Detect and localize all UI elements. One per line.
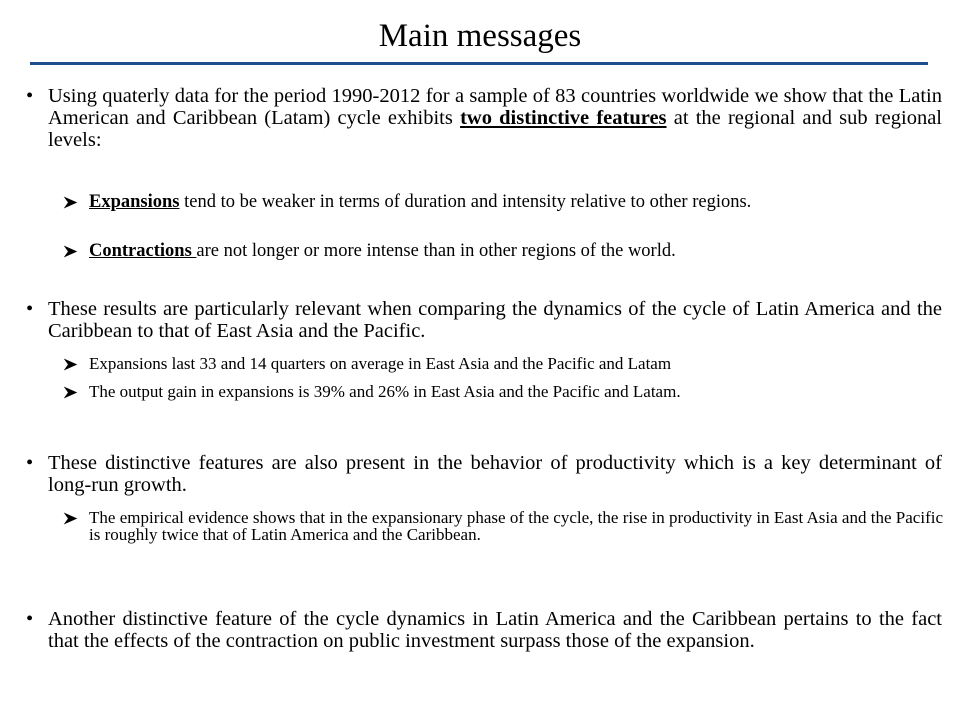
arrow-bullet-icon — [62, 510, 79, 527]
sub-4-text: The output gain in expansions is 39% and 26% in East Asia and the Pacific and Latam. — [89, 382, 681, 401]
arrow-bullet-icon — [62, 194, 79, 211]
sub-bullet-output-gain — [89, 383, 943, 400]
bullet-1-text: Using quaterly data for the period 1990-2012 for a sample of 83 countries worldwide we show that the Latin American and Caribbean (Latam) cycle exhibits — [48, 85, 942, 129]
sub-bullet-expansions — [89, 193, 943, 212]
sub-3-text: Expansions last 33 and 14 quarters on average in East Asia and the Pacific and Latam — [89, 354, 672, 373]
slide-title: Main messages — [378, 18, 582, 54]
arrow-bullet-icon — [62, 356, 79, 373]
arrow-bullet-icon — [62, 384, 79, 401]
sub-1-emphasis: Expansions — [89, 192, 180, 212]
main-bullet-1 — [48, 85, 942, 151]
bullet-1-text-end: at the regional and sub regional levels: — [48, 107, 942, 151]
sub-2-emphasis: Contractions — [89, 241, 197, 261]
sub-5-text: The empirical evidence shows that in the expansionary phase of the cycle, the rise in productivity in East Asia and the Pacific is roughly twice that of Latin America and the Caribbean. — [89, 508, 943, 544]
sub-bullet-productivity — [89, 509, 943, 543]
main-bullet-4: • Another distinctive feature of the cycle dynamics in Latin America and the Caribbean pertains to the fact that the effects of the contraction on public investment surpass those of the expansion. — [48, 608, 942, 652]
main-bullet-3: • These distinctive features are also present in the behavior of productivity which is a key determinant of long-run growth. — [48, 452, 942, 496]
bullet-1-emphasis: two distinctive features — [460, 107, 667, 129]
sub-2-text: are not longer or more intense than in other regions of the world. — [196, 241, 676, 261]
sub-bullet-contractions — [89, 242, 943, 261]
arrow-bullet-icon — [62, 243, 79, 260]
sub-1-text: tend to be weaker in terms of duration and intensity relative to other regions. — [179, 192, 752, 212]
sub-bullet-expansion-length — [89, 355, 943, 372]
main-bullet-2: • These results are particularly relevant when comparing the dynamics of the cycle of Latin America and the Caribbean to that of East Asia and the Pacific. — [48, 298, 942, 342]
